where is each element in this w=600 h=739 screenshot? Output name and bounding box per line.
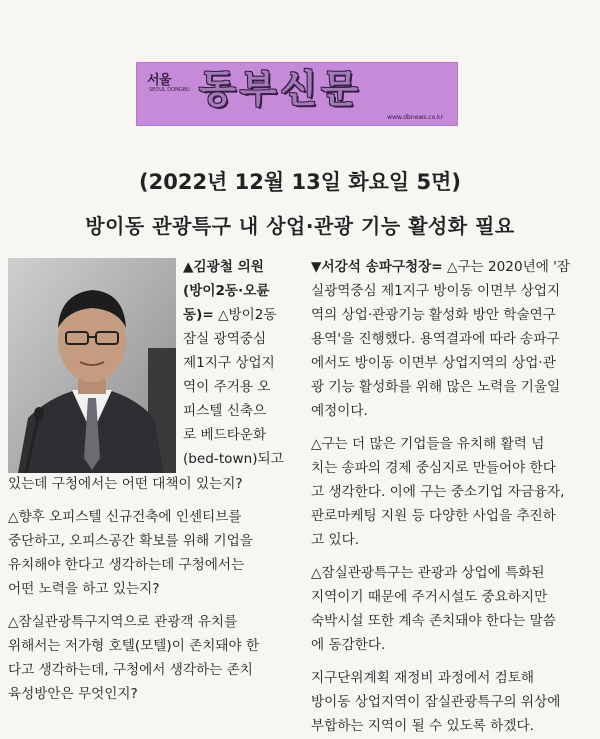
right-line-9: 판로마케팅 지원 등 다양한 사업을 추진하 [311,508,556,524]
left-narrow-line-6: (bed-town)되고 [183,451,284,467]
left-wide-line-3: 유치해야 한다고 생각하는데 구청에서는 [8,557,245,573]
right-line-7: 치는 송파의 경제 중심지로 만들어야 한다 [311,460,556,476]
right-line-3: 에서도 방이동 이면부 상업지역의 상업·관 [311,355,556,371]
headline: 방이동 관광특구 내 상업·관광 기능 활성화 필요 [85,214,515,238]
left-wide-line-2: 중단하고, 오피스공간 확보를 위해 기업을 [8,533,253,549]
right-line-8: 고 생각한다. 이에 구는 중소기업 자금융자, [311,484,565,500]
right-line-0: 실광역중심 제1지구 방이동 이면부 상업지 [311,283,561,299]
left-narrow-line-0-row [183,304,277,328]
left-speaker-line1: ▲김광철 의원 [183,259,264,275]
right-line-15: 지구단위계획 재정비 과정에서 검토해 [311,670,535,686]
left-speaker-line3: 동)= [183,307,214,323]
right-line-17: 부합하는 지역이 될 수 있도록 하겠다. [311,718,534,734]
right-line-13: 숙박시설 또한 계속 존치돼야 한다는 말씀 [311,613,556,629]
left-wide-line-5: △잠실관광특구지역으로 관광객 유치를 [8,614,238,630]
councilor-photo [8,258,176,473]
masthead-title: 동부신문 [199,66,362,111]
left-narrow-line-2: 제1지구 상업지 [183,355,275,371]
right-line-16: 방이동 상업지역이 잠실관광특구의 위상에 [311,694,561,710]
left-wide-line-1: △향후 오피스텔 신규건축에 인센티브를 [8,509,242,525]
right-line-11: △잠실관광특구는 관광과 상업에 특화된 [311,565,545,581]
right-line-1: 역의 상업·관광기능 활성화 방안 학술연구 [311,307,556,323]
right-line-12: 지역이기 때문에 주거시설도 중요하지만 [311,589,548,605]
left-narrow-line-5: 로 베드타운화 [183,427,267,443]
left-wide-line-0: 있는데 구청에서는 어떤 대책이 있는지? [8,476,243,492]
left-narrow-line-3: 역이 주거용 오 [183,379,271,395]
right-speaker: ▼서강석 송파구청장= [311,259,443,275]
masthead-subtitle: www.dbnews.co.kr [387,114,443,121]
portrait-image [8,258,176,473]
left-wide-line-6: 위해서는 저가형 호텔(모텔)이 존치돼야 한 [8,638,260,654]
right-first-line [311,256,570,280]
right-line-6: △구는 더 많은 기업들을 유치해 활력 넘 [311,436,545,452]
date-line: (2022년 12월 13일 화요일 5면) [139,170,461,194]
right-line-2: 용역'을 진행했다. 용역결과에 따라 송파구 [311,331,560,347]
left-wide-line-4: 어떤 노력을 하고 있는지? [8,581,160,597]
right-line-10: 고 있다. [311,532,360,548]
right-line-5: 예정이다. [311,403,368,419]
masthead-city-sub: SEOUL DONGBU [149,87,190,93]
left-wide-line-8: 육성방안은 무엇인지? [8,686,138,702]
right-first-line-rest: △구는 2020년에 '잠 [442,259,571,275]
masthead-city: 서울 [147,73,172,88]
left-speaker-line2: (방이2동·오륜 [183,283,270,299]
left-wide-line-7: 다고 생각하는데, 구청에서 생각하는 존치 [8,662,253,678]
right-line-14: 에 동감한다. [311,637,386,653]
right-line-4: 광 기능 활성화를 위해 많은 노력을 기울일 [311,379,561,395]
left-narrow-line-1: 잠실 광역중심 [183,331,267,347]
left-narrow-line-4: 피스텔 신축으 [183,403,267,419]
masthead [136,62,458,126]
left-narrow-line-0: △방이2동 [218,307,277,323]
